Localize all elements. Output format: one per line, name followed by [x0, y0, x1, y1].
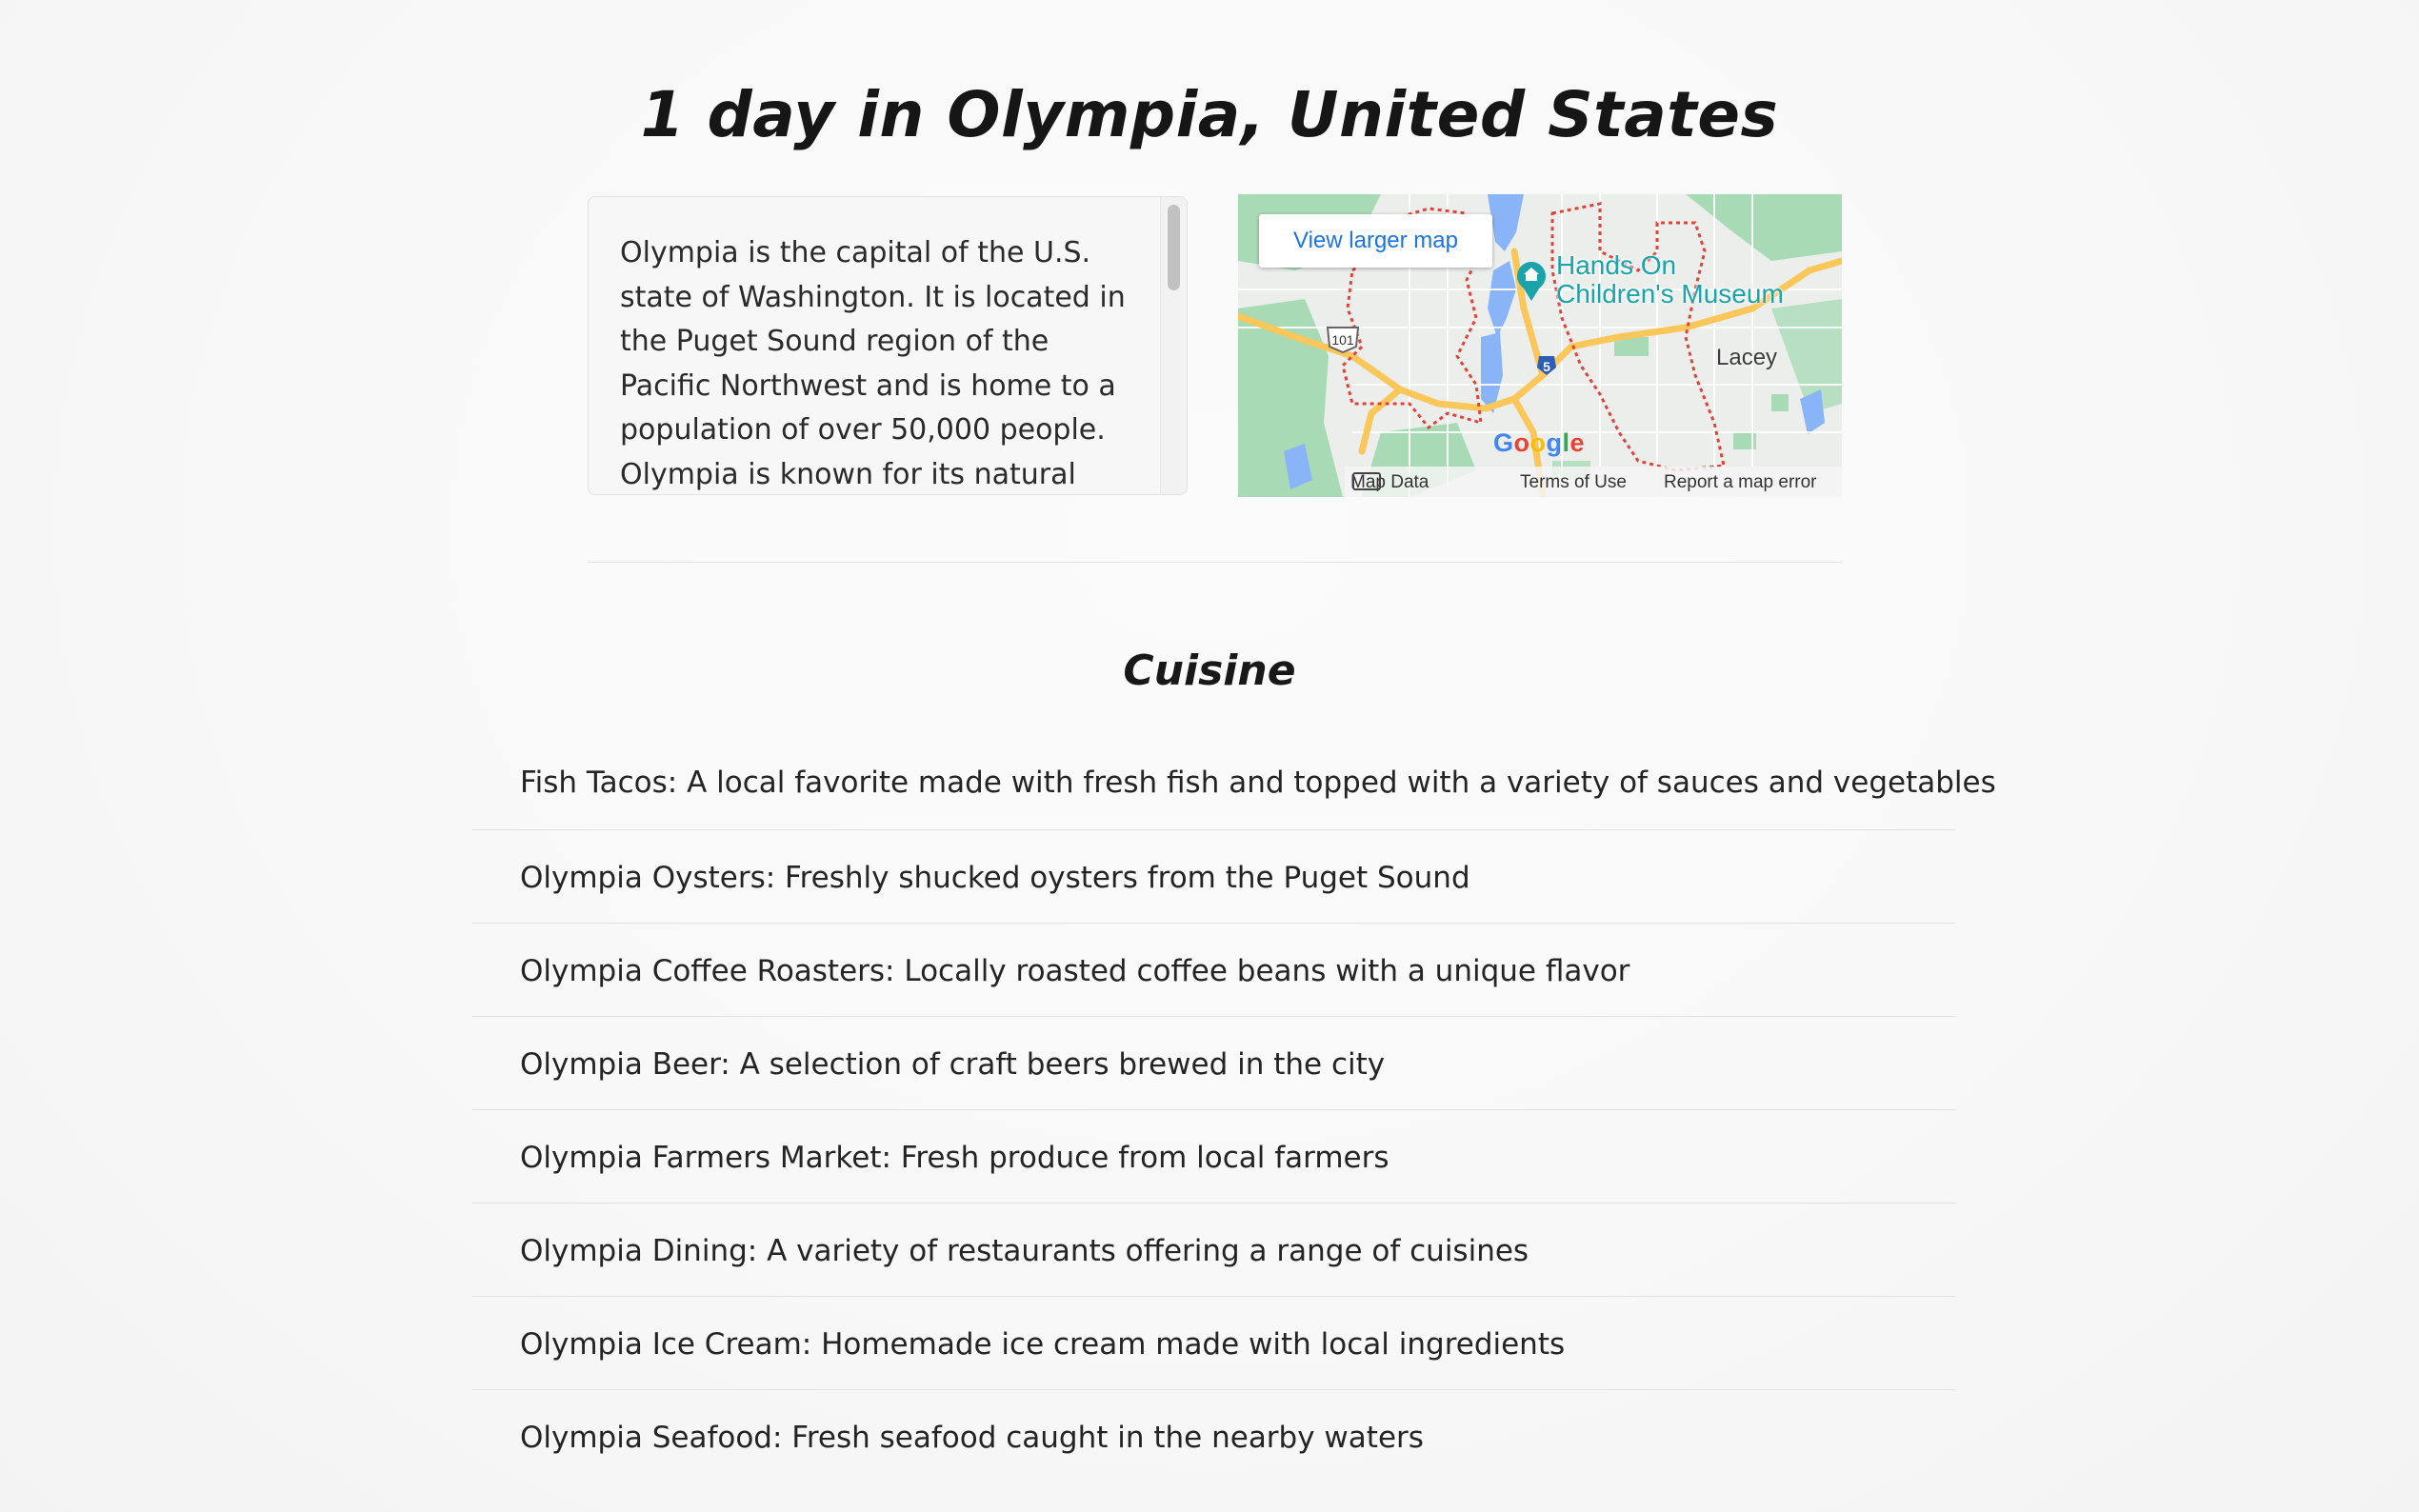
highway-101-label: 101 — [1331, 332, 1354, 348]
museum-label-line1: Hands On — [1556, 250, 1677, 280]
list-item: Olympia Ice Cream: Homemade ice cream made with local ingredients — [472, 1297, 1955, 1390]
view-larger-map-button[interactable]: View larger map — [1259, 214, 1492, 268]
page-title: 1 day in Olympia, United States — [640, 78, 1779, 152]
museum-label[interactable] — [1556, 251, 1784, 308]
terms-of-use-link[interactable]: Terms of Use — [1520, 472, 1627, 492]
museum-label-line2: Children's Museum — [1556, 279, 1784, 308]
list-item: Fish Tacos: A local favorite made with fresh fish and topped with a variety of sauces and vegetables — [472, 735, 1955, 830]
list-item: Olympia Farmers Market: Fresh produce from local farmers — [472, 1110, 1955, 1204]
section-divider — [588, 562, 1843, 563]
list-item: Olympia Seafood: Fresh seafood caught in the nearby waters — [520, 1421, 1424, 1455]
highway-5-label: 5 — [1543, 359, 1550, 374]
list-item: Olympia Oysters: Freshly shucked oysters from the Puget Sound — [472, 830, 1955, 924]
list-item: Olympia Coffee Roasters: Locally roasted coffee beans with a unique flavor — [472, 924, 1955, 1017]
list-item: Olympia Beer: A selection of craft beers brewed in the city — [472, 1017, 1955, 1110]
city-label-lacey: Lacey — [1716, 345, 1778, 370]
scrollbar-thumb[interactable] — [1168, 205, 1180, 290]
keyboard-shortcuts-icon[interactable] — [1352, 472, 1381, 490]
map-data-link[interactable]: Map Data — [1350, 472, 1429, 492]
map-footer — [1345, 467, 1842, 497]
cuisine-list — [472, 735, 1996, 1483]
map-embed[interactable] — [1238, 194, 1842, 497]
cuisine-heading: Cuisine — [1123, 646, 1296, 695]
list-item: Olympia Dining: A variety of restaurants offering a range of cuisines — [472, 1204, 1955, 1297]
description-box[interactable] — [588, 196, 1188, 495]
description-text: Olympia is the capital of the U.S. state of Washington. It is located in the Puget Sound region of the Pacific Northwest and is home to a population of over 50,000 people. Olympia is known for its natural — [620, 236, 1126, 491]
description-scrollbar[interactable] — [1160, 197, 1187, 494]
report-map-error-link[interactable]: Report a map error — [1664, 472, 1817, 492]
google-logo: Google — [1493, 428, 1586, 457]
